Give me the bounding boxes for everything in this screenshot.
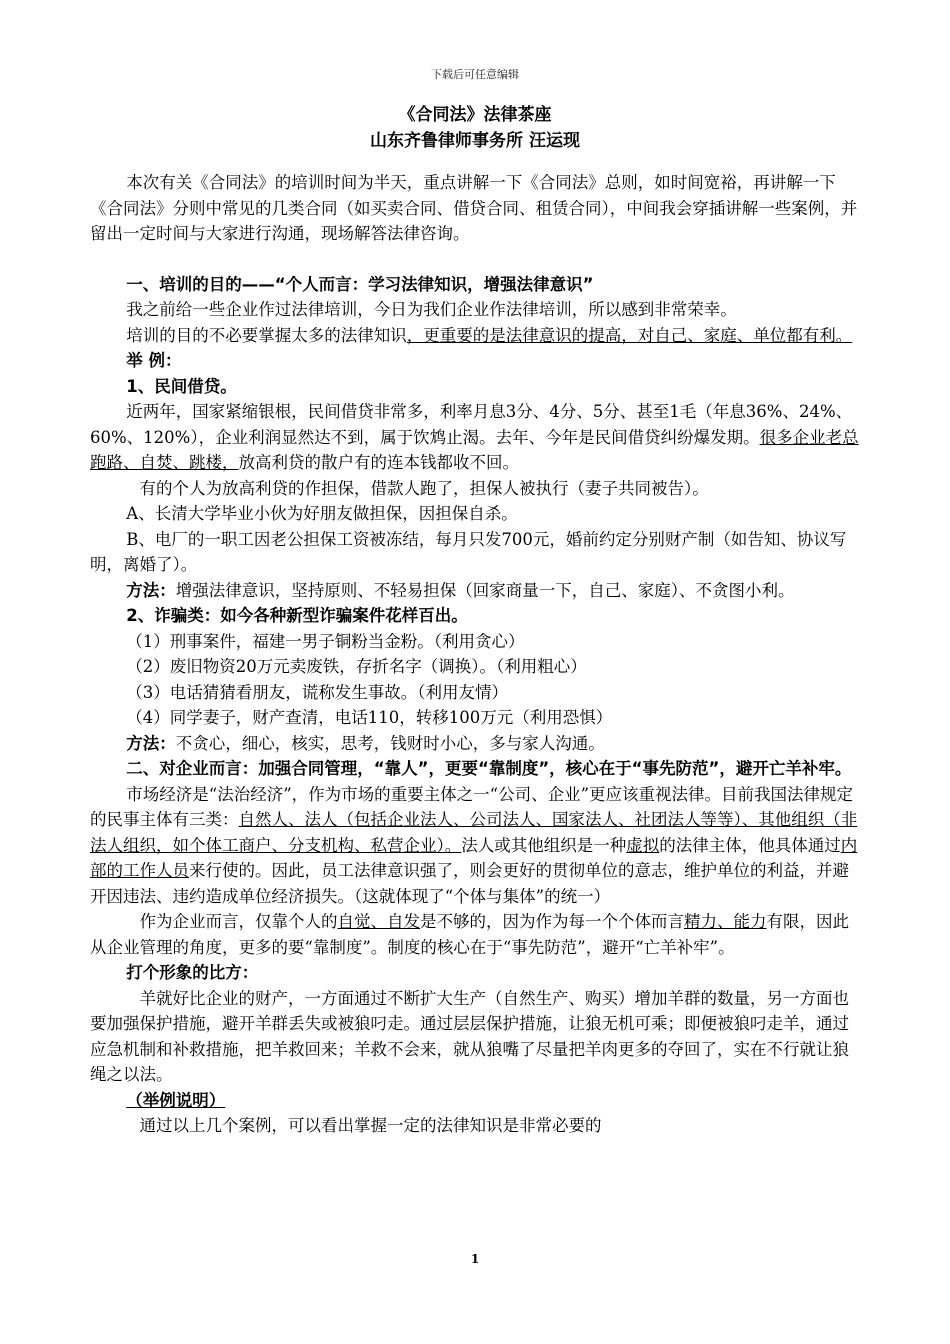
analogy-paragraph: 羊就好比企业的财产，一方面通过不断扩大生产（自然生产、购买）增加羊群的数量，另一方面也要加强保护措施，避开羊群丢失或被狼叼走。通过层层保护措施，让狼无机可乘；即便被狼叼走羊，通过应急机制和补救措施，把羊救回来；羊救不会来，就从狼嘴了尽量把羊肉更多的夺回了，实在不行就让狼绳之以法。 xyxy=(90,988,849,1084)
underlined-text: 精力、能力 xyxy=(684,912,767,931)
example-note: （举例说明） xyxy=(126,1090,226,1110)
loans-paragraph-1: 近两年，国家紧缩银根，民间借贷非常多，利率月息3分、4分、5分、甚至1毛（年息36%、24%、60%、120%），企业利润显然达不到，属于饮鸩止渴。去年、今年是民间借贷纠纷爆发期。很多企业老总跑路、自焚、跳楼，放高利贷的散户有的连本钱都收不回。 xyxy=(90,402,859,472)
section-1-paragraph-2: 培训的目的不必要掌握太多的法律知识，更重要的是法律意识的提高，对自己、家庭、单位都有利。 xyxy=(126,325,853,345)
underlined-text: ，更重要的是法律意识的提高，对自己、家庭、单位都有利。 xyxy=(406,325,853,345)
case-b: B、电厂的一职工因老公担保工资被冻结，每月只发700元，婚前约定分别财产制（如告知、协议写明，离婚了）。 xyxy=(90,529,847,574)
document-body xyxy=(90,170,865,1139)
fraud-item: （3）电话猜猜看朋友，谎称发生事故。（利用友情） xyxy=(126,682,509,702)
subheading-loans: 1、民间借贷。 xyxy=(126,376,237,396)
section-2-paragraph-1: 市场经济是“法治经济”，作为市场的重要主体之一“公司、企业”更应该重视法律。目前我国法律规定的民事主体有三类：自然人、法人（包括企业法人、公司法人、国家法人、社团法人等等）、其他组织（非法人组织，如个体工商户、分支机构、私营企业）。法人或其他组织是一种虚拟的法律主体，他具体通过内部的工作人员来行使的。因此，员工法律意识强了，则会更好的贯彻单位的意志，维护单位的利益，并避开因违法、违约造成单位经济损失。（这就体现了“个体与集体”的统一） xyxy=(90,784,858,906)
page-number: 1 xyxy=(470,1252,480,1266)
header-note: 下载后可任意编辑 xyxy=(431,68,519,81)
method-2: 方法：不贪心，细心，核实，思考，钱财时小心，多与家人沟通。 xyxy=(126,733,605,753)
section-2-heading: 二、对企业而言：加强合同管理，“靠人”，更要“靠制度”，核心在于“事先防范”，避开亡羊补牢。 xyxy=(126,759,852,778)
loans-paragraph-2: 有的个人为放高利贷的作担保，借款人跑了，担保人被执行（妻子共同被告）。 xyxy=(139,478,709,498)
subheading-fraud: 2、诈骗类：如今各种新型诈骗案件花样百出。 xyxy=(126,606,468,625)
document-title: 《合同法》法律茶座 xyxy=(398,105,552,125)
underlined-text: 自觉、自发 xyxy=(337,912,420,931)
section-1-paragraph-1: 我之前给一些企业作过法律培训，今日为我们企业作法律培训，所以感到非常荣幸。 xyxy=(126,300,737,319)
analogy-heading: 打个形象的比方： xyxy=(126,963,259,982)
section-2-paragraph-2: 作为企业而言，仅靠个人的自觉、自发是不够的，因为作为每一个个体而言精力、能力有限，因此从企业管理的角度，更多的要“靠制度”。制度的核心在于“事先防范”，避开“亡羊补牢”。 xyxy=(90,912,849,957)
case-a: A、长清大学毕业小伙为好朋友做担保，因担保自杀。 xyxy=(126,504,518,523)
intro-paragraph: 本次有关《合同法》的培训时间为半天，重点讲解一下《合同法》总则，如时间宽裕，再讲解一下《合同法》分则中常见的几类合同（如买卖合同、借贷合同、租赁合同），中间我会穿插讲解一些案例，并留出一定时间与大家进行沟通，现场解答法律咨询。 xyxy=(90,173,858,243)
underlined-text: 很多企业老总跑路、自焚、跳楼， xyxy=(90,427,859,472)
underlined-text: 自然人、法人（包括企业法人、公司法人、国家法人、社团法人等等）、其他组织（非法人组织，如个体工商户、分支机构、私营企业）。 xyxy=(90,810,858,855)
section-1-heading: 一、培训的目的——“个人而言：学习法律知识，增强法律意识” xyxy=(126,274,594,294)
fraud-item: （1）刑事案件，福建一男子铜粉当金粉。（利用贪心） xyxy=(126,631,525,651)
underlined-text: 内部的工作人员 xyxy=(90,835,858,880)
underlined-text: 虚拟 xyxy=(626,835,660,855)
fraud-item: （4）同学妻子，财产查清，电话110，转移100万元（利用恐惧） xyxy=(126,708,613,727)
method-1: 方法：增强法律意识，坚持原则、不轻易担保（回家商量一下，自己、家庭）、不贪图小利。 xyxy=(126,580,795,600)
fraud-item: （2）废旧物资20万元卖废铁，存折名字（调换）。（利用粗心） xyxy=(126,657,587,676)
example-label: 举 例： xyxy=(126,351,182,370)
closing-paragraph: 通过以上几个案例，可以看出掌握一定的法律知识是非常必要的 xyxy=(139,1116,602,1135)
document-subtitle: 山东齐鲁律师事务所 汪运现 xyxy=(370,131,580,151)
